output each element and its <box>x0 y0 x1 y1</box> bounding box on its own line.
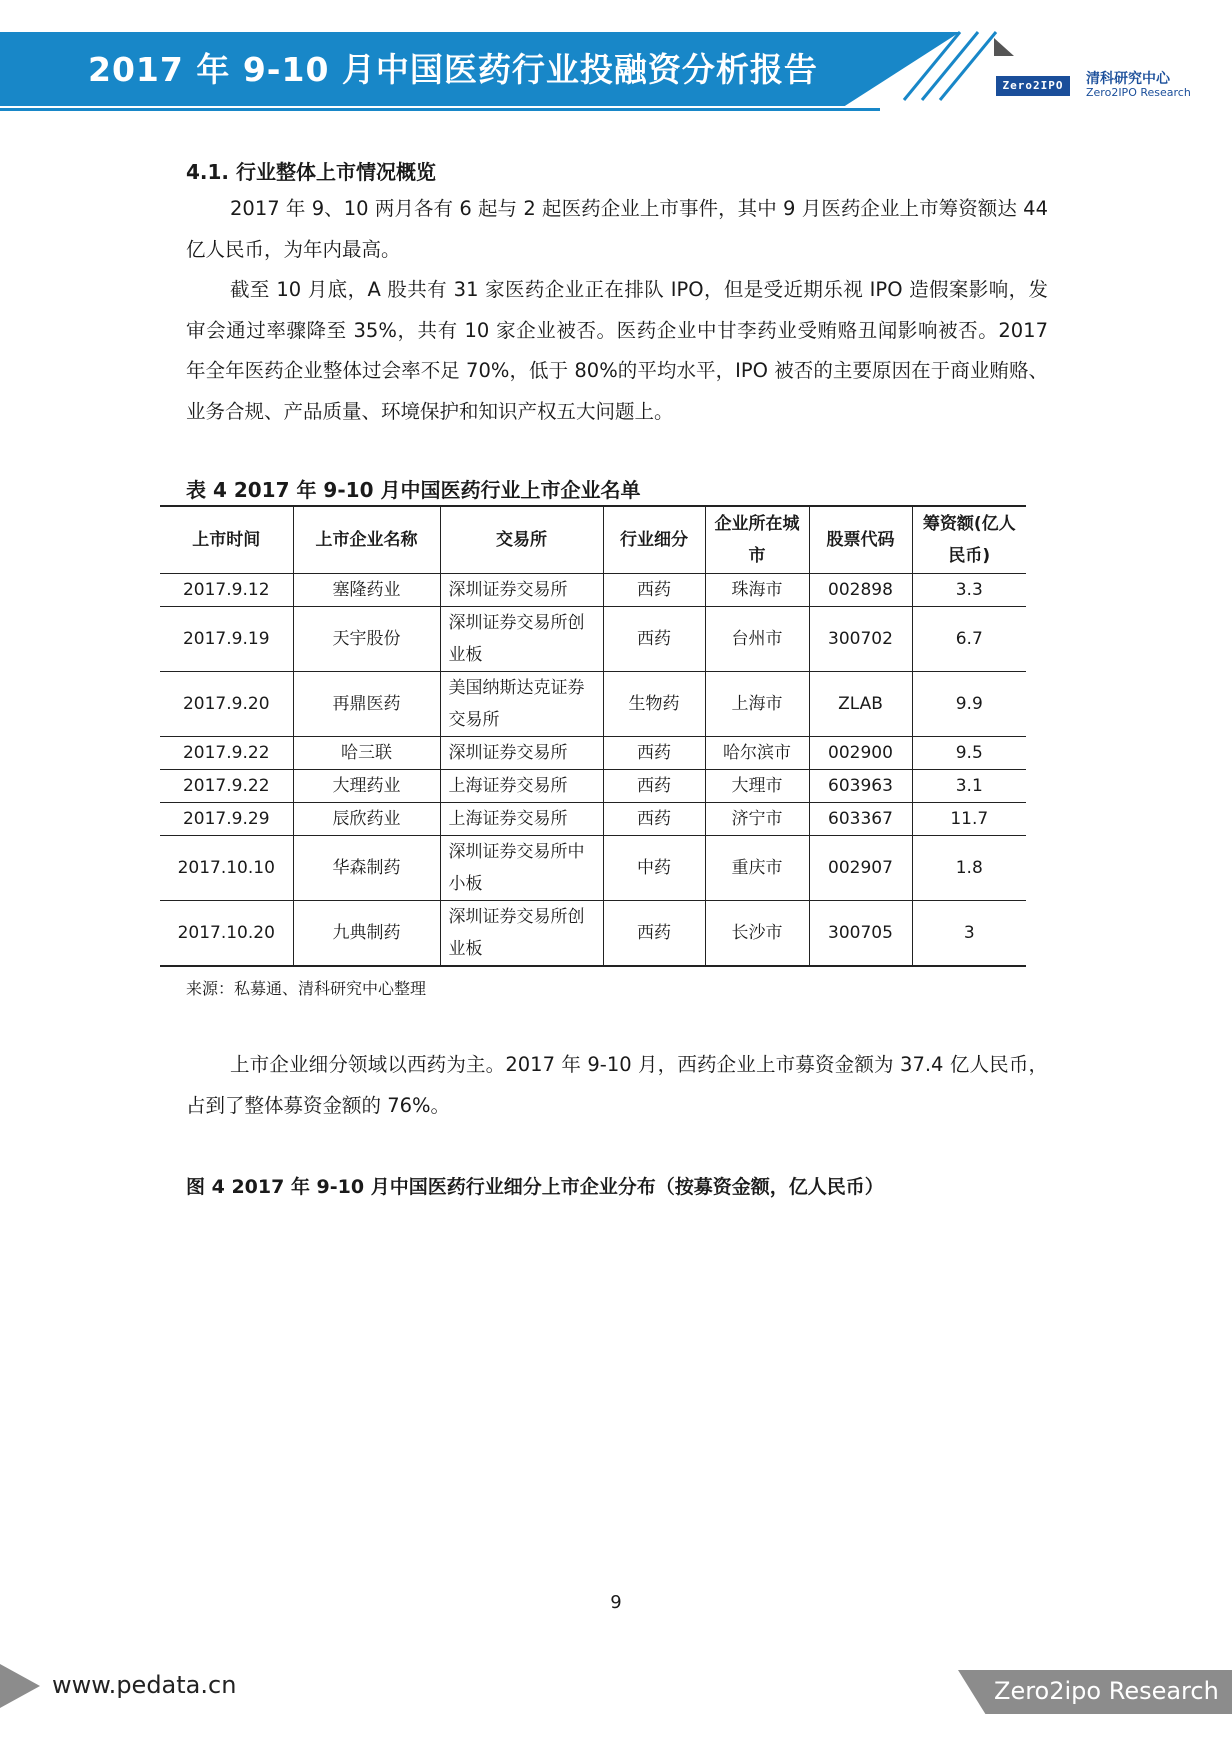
paragraph-ipo-queue: 截至 10 月底，A 股共有 31 家医药企业正在排队 IPO，但是受近期乐视 IPO 造假案影响，发审会通过率骤降至 35%，共有 10 家企业被否。医药企业中甘李药业受贿赂丑闻影响被否。2017 年全年医药企业整体过会率不足 70%，低于 80%的平均水平，IPO 被否的主要原因在于商业贿赂、业务合规、产品质量、环境保护和知识产权五大问题上。 <box>186 278 1048 423</box>
cell-date: 2017.9.22 <box>160 737 293 770</box>
cell-exchange: 深圳证券交易所创业板 <box>440 901 603 967</box>
figure-caption: 图 4 2017 年 9-10 月中国医药行业细分上市企业分布（按募资金额，亿人民币） <box>186 1176 884 1198</box>
table-row <box>160 770 1026 803</box>
cell-amount: 1.8 <box>912 836 1026 901</box>
cell-amount: 11.7 <box>912 803 1026 836</box>
cell-company: 天宇股份 <box>293 607 440 672</box>
cell-company: 九典制药 <box>293 901 440 967</box>
table-source-note: 来源：私募通、清科研究中心整理 <box>186 979 427 998</box>
cell-date: 2017.9.20 <box>160 672 293 737</box>
section-heading: 4.1. 行业整体上市情况概览 <box>186 160 436 184</box>
cell-sector: 西药 <box>603 901 705 967</box>
paragraph-overview: 2017 年 9、10 两月各有 6 起与 2 起医药企业上市事件，其中 9 月医药企业上市筹资额达 44 亿人民币，为年内最高。 <box>186 197 1048 261</box>
column-header-date: 上市时间 <box>160 506 293 574</box>
cell-stock-code: 300705 <box>809 901 912 967</box>
zero2ipo-logo: Zero2IPO <box>996 76 1070 96</box>
cell-amount: 3.3 <box>912 574 1026 607</box>
cell-city: 台州市 <box>705 607 809 672</box>
cell-amount: 3 <box>912 901 1026 967</box>
cell-amount: 6.7 <box>912 607 1026 672</box>
cell-stock-code: 002900 <box>809 737 912 770</box>
table-row <box>160 803 1026 836</box>
footer-brand-text: Zero2ipo Research <box>994 1677 1219 1705</box>
cell-amount: 3.1 <box>912 770 1026 803</box>
cell-city: 济宁市 <box>705 803 809 836</box>
table-row <box>160 574 1026 607</box>
cell-stock-code: 603367 <box>809 803 912 836</box>
cell-stock-code: 002898 <box>809 574 912 607</box>
cell-exchange: 美国纳斯达克证券交易所 <box>440 672 603 737</box>
cell-stock-code: 002907 <box>809 836 912 901</box>
cell-sector: 中药 <box>603 836 705 901</box>
cell-company: 辰欣药业 <box>293 803 440 836</box>
cell-sector: 西药 <box>603 574 705 607</box>
column-header-exchange: 交易所 <box>440 506 603 574</box>
column-header-company: 上市企业名称 <box>293 506 440 574</box>
cell-date: 2017.9.12 <box>160 574 293 607</box>
footer-triangle-icon <box>0 1664 42 1708</box>
page-number: 9 <box>610 1592 622 1613</box>
table-row <box>160 901 1026 967</box>
cell-date: 2017.10.20 <box>160 901 293 967</box>
cell-amount: 9.9 <box>912 672 1026 737</box>
table-caption: 表 4 2017 年 9-10 月中国医药行业上市企业名单 <box>186 478 641 502</box>
cell-stock-code: 603963 <box>809 770 912 803</box>
header-stripes-decoration <box>900 30 1000 110</box>
cell-date: 2017.10.10 <box>160 836 293 901</box>
cell-city: 大理市 <box>705 770 809 803</box>
cell-stock-code: 300702 <box>809 607 912 672</box>
cell-city: 上海市 <box>705 672 809 737</box>
table-row <box>160 672 1026 737</box>
cell-stock-code: ZLAB <box>809 672 912 737</box>
cell-city: 重庆市 <box>705 836 809 901</box>
report-title: 2017 年 9-10 月中国医药行业投融资分析报告 <box>88 50 818 89</box>
cell-company: 华森制药 <box>293 836 440 901</box>
research-center-name-cn: 清科研究中心 <box>1086 71 1170 87</box>
cell-company: 再鼎医药 <box>293 672 440 737</box>
column-header-stock-code: 股票代码 <box>809 506 912 574</box>
triangle-arrow-icon <box>992 36 1016 58</box>
table-row <box>160 737 1026 770</box>
cell-company: 大理药业 <box>293 770 440 803</box>
cell-sector: 西药 <box>603 737 705 770</box>
header-rule <box>0 108 880 111</box>
paragraph-western-medicine: 上市企业细分领域以西药为主。2017 年 9-10 月，西药企业上市募资金额为 37.4 亿人民币，占到了整体募资金额的 76%。 <box>186 1053 1048 1117</box>
cell-exchange: 深圳证券交易所 <box>440 737 603 770</box>
cell-company: 哈三联 <box>293 737 440 770</box>
cell-exchange: 上海证券交易所 <box>440 803 603 836</box>
cell-sector: 西药 <box>603 770 705 803</box>
table-row <box>160 607 1026 672</box>
cell-date: 2017.9.19 <box>160 607 293 672</box>
cell-date: 2017.9.29 <box>160 803 293 836</box>
cell-sector: 西药 <box>603 803 705 836</box>
cell-sector: 生物药 <box>603 672 705 737</box>
cell-exchange: 深圳证券交易所中小板 <box>440 836 603 901</box>
ipo-company-table <box>160 505 1026 967</box>
footer-website-link[interactable]: www.pedata.cn <box>52 1671 237 1699</box>
cell-exchange: 深圳证券交易所创业板 <box>440 607 603 672</box>
cell-amount: 9.5 <box>912 737 1026 770</box>
cell-exchange: 深圳证券交易所 <box>440 574 603 607</box>
cell-company: 塞隆药业 <box>293 574 440 607</box>
column-header-amount: 筹资额(亿人民币) <box>912 506 1026 574</box>
cell-sector: 西药 <box>603 607 705 672</box>
column-header-city: 企业所在城市 <box>705 506 809 574</box>
research-center-name-en: Zero2IPO Research <box>1086 86 1191 99</box>
cell-exchange: 上海证券交易所 <box>440 770 603 803</box>
table-header-row <box>160 506 1026 574</box>
cell-city: 珠海市 <box>705 574 809 607</box>
cell-city: 哈尔滨市 <box>705 737 809 770</box>
cell-city: 长沙市 <box>705 901 809 967</box>
table-row <box>160 836 1026 901</box>
cell-date: 2017.9.22 <box>160 770 293 803</box>
column-header-sector: 行业细分 <box>603 506 705 574</box>
